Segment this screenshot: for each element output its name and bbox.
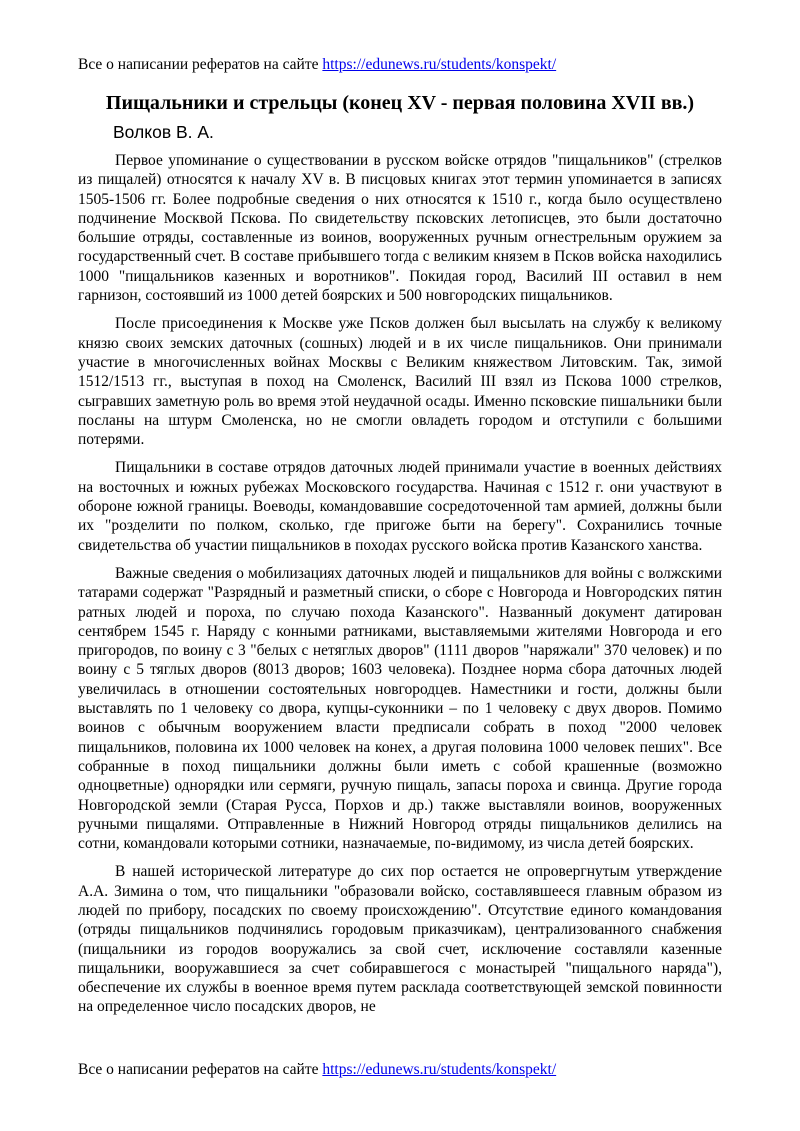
header-prefix: Все о написании рефератов на сайте — [78, 56, 323, 73]
page-footer — [78, 1061, 556, 1079]
paragraph-2: После присоединения к Москве уже Псков должен был высылать на службу к великому князю своих земских даточных (сошных) людей и в их числе пищальников. Они принимали участие в многочисленных войнах Москвы с Великим княжеством Литовским. Так, зимой 1512/1513 гг., выступая в поход на Смоленск, Василий III взял из Пскова 1000 стрелков, сыгравших заметную роль во время этой неудачной осады. Именно псковские пишальники были посланы на штурм Смоленска, но не смогли овладеть городом и отступили с большими потерями. — [78, 315, 722, 449]
document-author: Волков В. А. — [113, 122, 214, 142]
paragraph-5: В нашей исторической литературе до сих пор остается не опровергнутым утверждение А.А. Зимина о том, что пищальники "образовали войско, составлявшееся главным образом из людей по прибору, посадских по своему происхождению". Отсутствие единого командования (отряды пищальников подчинялись городовым приказчикам), централизованного снабжения (пищальники из городов вооружались за свой счет, исключение составляли казенные пищальники, вооружавшиеся за счет собиравшегося с монастырей "пищального наряда"), обеспечение их службы в военное время путем расклада соответствующей земской повинности на определенное число посадских дворов, не — [78, 863, 722, 1016]
document-title: Пищальники и стрельцы (конец XV - первая половина XVII вв.) — [105, 92, 695, 114]
page-header — [78, 56, 556, 74]
header-site-link[interactable]: https://edunews.ru/students/konspekt/ — [322, 56, 557, 73]
footer-site-link[interactable]: https://edunews.ru/students/konspekt/ — [322, 1061, 557, 1078]
paragraph-1: Первое упоминание о существовании в русском войске отрядов "пищальников" (стрелков из пищалей) относятся к началу XV в. В писцовых книгах этот термин упоминается в записях 1505-1506 гг. Более подробные сведения о них относятся к 1510 г., когда было осуществлено подчинение Москвой Пскова. По свидетельству псковских летописцев, это были достаточно большие отряды, составленные из воинов, вооруженных ручным огнестрельным оружием за государственный счет. В составе прибывшего тогда с великим князем в Псков войска находились 1000 "пищальников казенных и воротников". Покидая город, Василий III оставил в нем гарнизон, состоявший из 1000 детей боярских и 500 новгородских пищальников. — [78, 152, 722, 305]
paragraph-4: Важные сведения о мобилизациях даточных людей и пищальников для войны с волжскими татарами содержат "Разрядный и разметный списки, о сборе с Новгорода и Новгородских пятин ратных людей и пороха, по случаю похода Казанского". Названный документ датирован сентябрем 1545 г. Наряду с конными ратниками, выставляемыми жителями Новгорода и его пригородов, по воину с 3 "белых с нетяглых дворов" (1111 дворов "наряжали" 370 человек) и по воину с 5 тяглых дворов (8013 дворов; 1603 человека). Позднее норма сбора даточных людей увеличилась в отношении состоятельных новгородцев. Наместники и гости, должны были выставлять по 1 человеку со двора, купцы-суконники – по 1 человеку с двух дворов. Помимо воинов с обычным вооружением власти предписали собрать в поход "2000 человек пищальников, половина их 1000 человек на конех, а другая половина 1000 человек пеших". Все собранные в поход пищальники должны были иметь с собой крашенные (возможно одноцветные) однорядки или сермяги, ручную пищаль, запасы пороха и свинца. Другие города Новгородской земли (Старая Русса, Порхов и др.) также выставляли воинов, вооруженных ручными пищалями. Отправленные в Нижний Новгород отряды пищальников делились на сотни, командовали которыми сотники, назначаемые, по-видимому, из числа детей боярских. — [78, 564, 722, 853]
document-body — [78, 151, 722, 1026]
footer-prefix: Все о написании рефератов на сайте — [78, 1061, 323, 1078]
paragraph-3: Пищальники в составе отрядов даточных людей принимали участие в военных действиях на восточных и южных рубежах Московского государства. Начиная с 1512 г. они участвуют в обороне южной границы. Воеводы, командовавшие сосредоточенной там армией, должны были их "розделити по полком, сколько, где пригоже быти на берегу". Сохранились точные свидетельства об участии пищальников в походах русского войска против Казанского ханства. — [78, 459, 722, 554]
